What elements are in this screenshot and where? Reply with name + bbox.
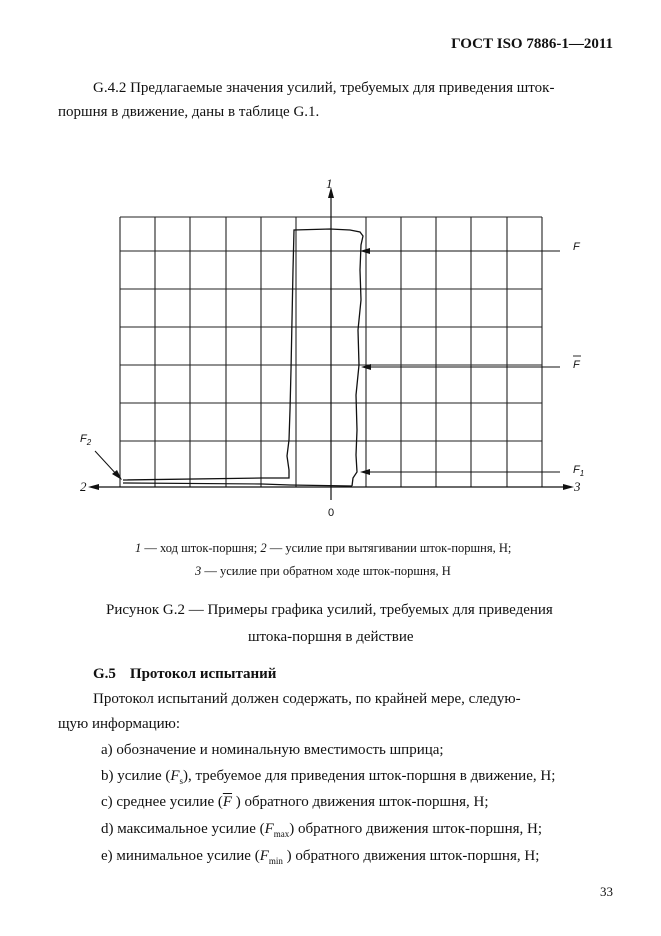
list-item-e: е) минимальное усилие ($F_{min}$ ) обратного движения шток-поршня, Н; — [101, 848, 540, 866]
section-g5-intro-line1: Протокол испытаний должен содержать, по крайней мере, следую- — [93, 691, 521, 707]
label-F2: $F_2$ — [80, 433, 92, 447]
figure-legend-line1: 1 — ход шток-поршня; 2 — усилие при вытягивании шток-поршня, Н; — [135, 541, 512, 555]
page-number: 33 — [600, 884, 613, 899]
list-item-d: d) максимальное усилие $(F_{max})$ обратного движения шток-поршня, Н; — [101, 821, 543, 839]
figure-legend-line2: 3 — усилие при обратном ходе шток-поршня, Н — [195, 564, 451, 578]
label-axis-3: 3 — [574, 479, 581, 494]
force-curve-lower — [123, 483, 352, 486]
force-graph-figure — [0, 170, 661, 520]
force-curve — [123, 229, 363, 486]
section-g5-intro-line2: щую информацию: — [58, 716, 181, 732]
axis-3-arrow — [563, 484, 574, 490]
label-F1: $F_1$ — [573, 464, 585, 478]
list-item-a: а) обозначение и номинальную вместимость шприца; — [101, 742, 444, 758]
pointer-F-arrow — [360, 248, 370, 254]
label-origin: 0 — [328, 507, 335, 519]
figure-title-line1: Рисунок G.2 — Примеры графика усилий, требуемых для приведения — [106, 602, 553, 618]
section-g5-heading: G.5 Протокол испытаний — [93, 666, 277, 682]
pointer-F1-arrow — [360, 469, 370, 475]
label-F: F — [573, 241, 580, 253]
list-item-b: b) усилие $(F_s)$, требуемое для приведения шток-поршня в движение, Н; — [101, 768, 556, 786]
document-header: ГОСТ ISO 7886-1—2011 — [451, 36, 613, 52]
axis-2-arrow — [88, 484, 99, 490]
label-axis-1: 1 — [326, 176, 333, 191]
label-axis-2: 2 — [80, 479, 87, 494]
label-F-bar: F — [573, 359, 580, 371]
para-g42-line1: G.4.2 Предлагаемые значения усилий, требуемых для приведения шток- — [93, 80, 555, 96]
para-g42-line2: поршня в движение, даны в таблице G.1. — [58, 104, 320, 120]
list-item-c: с) среднее усилие ($\overline{F}$ ) обратного движения шток-поршня, Н; — [101, 794, 489, 810]
figure-title-line2: штока-поршня в действие — [248, 629, 414, 645]
